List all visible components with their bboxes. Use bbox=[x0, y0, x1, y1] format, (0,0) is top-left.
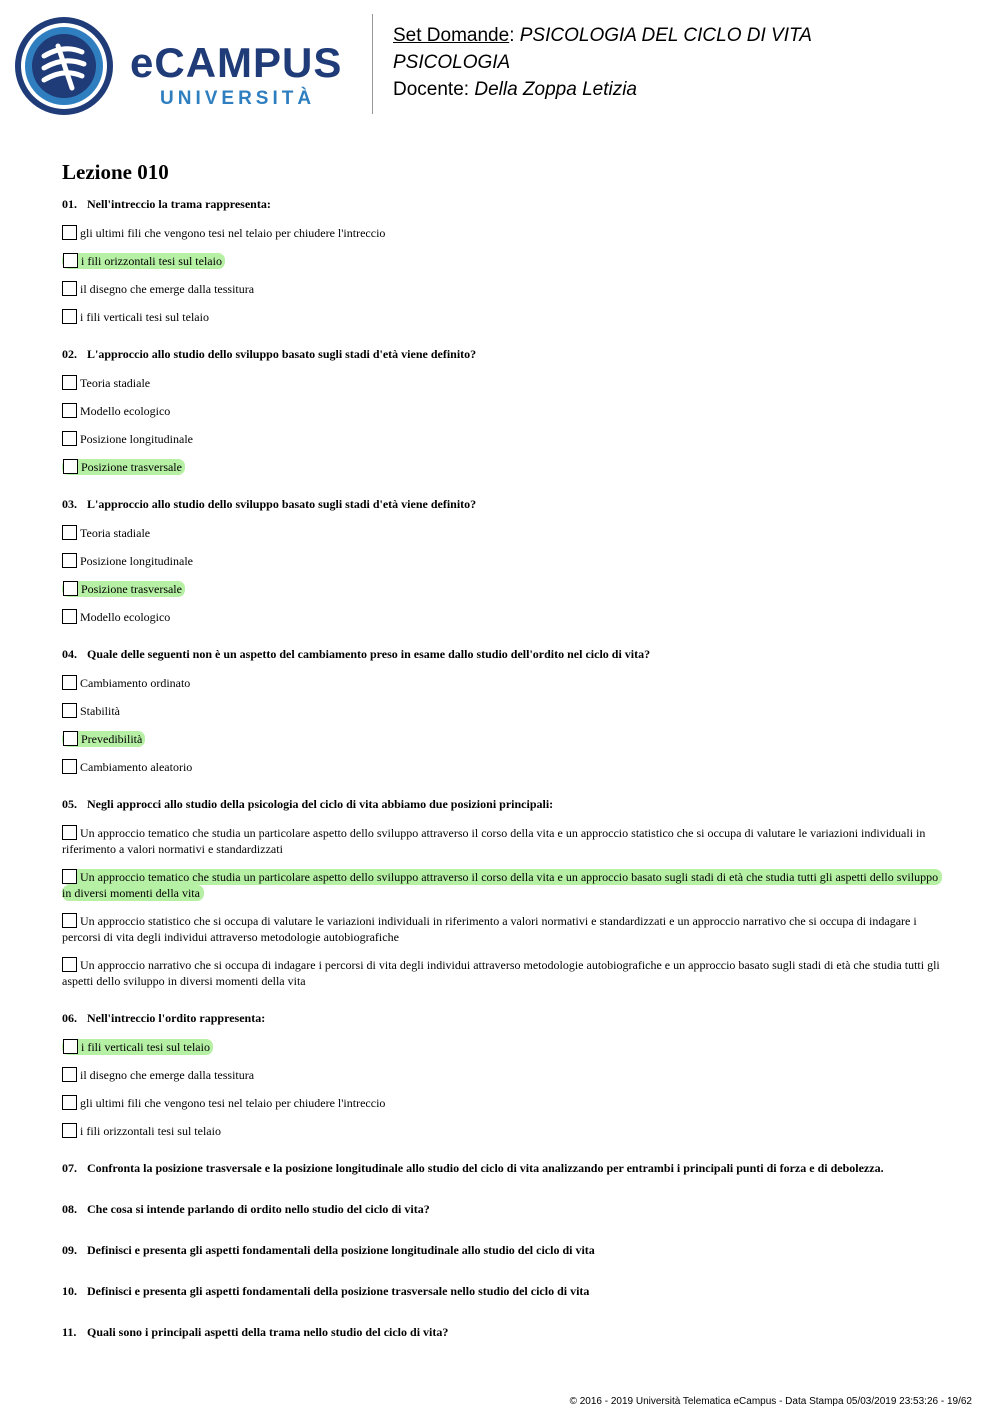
correct-highlight bbox=[62, 581, 185, 597]
page-footer: © 2016 - 2019 Università Telematica eCampus - Data Stampa 05/03/2019 23:53:26 - 19/62 bbox=[569, 1396, 972, 1407]
answer-text: i fili orizzontali tesi sul telaio bbox=[80, 1124, 221, 1138]
correct-highlight bbox=[62, 1039, 213, 1055]
question-text bbox=[62, 197, 942, 212]
answer-text: i fili verticali tesi sul telaio bbox=[80, 310, 209, 324]
question-label: Nell'intreccio la trama rappresenta: bbox=[87, 197, 271, 211]
answer-checkbox[interactable] bbox=[62, 957, 77, 972]
answer-option[interactable] bbox=[62, 1095, 942, 1111]
answer-checkbox[interactable] bbox=[62, 759, 77, 774]
question-label: Negli approcci allo studio della psicologia del ciclo di vita abbiamo due posizioni principali: bbox=[87, 797, 554, 811]
answer-option[interactable] bbox=[62, 825, 942, 857]
open-question-09 bbox=[62, 1243, 942, 1258]
question-number: 02. bbox=[62, 347, 77, 361]
answer-option[interactable] bbox=[62, 553, 942, 569]
answer-text: Un approccio statistico che si occupa di valutare le variazioni individuali in riferimento a valori normativi e standardizzati e un approccio narrativo che si occupa di indagare i percorsi di vita degli individui attraverso metodologie autobiografiche bbox=[62, 914, 917, 944]
correct-highlight bbox=[62, 459, 185, 475]
answer-option[interactable] bbox=[62, 431, 942, 447]
lesson-title: Lezione 010 bbox=[62, 160, 169, 184]
answer-checkbox[interactable] bbox=[62, 225, 77, 240]
open-question-08 bbox=[62, 1202, 942, 1217]
question-label: L'approccio allo studio dello sviluppo basato sugli stadi d'età viene definito? bbox=[87, 347, 477, 361]
question-03 bbox=[62, 497, 942, 625]
question-text bbox=[62, 797, 942, 812]
question-number: 06. bbox=[62, 1011, 77, 1025]
question-label: Quale delle seguenti non è un aspetto del cambiamento preso in esame dallo studio dell'ordito nel ciclo di vita? bbox=[87, 647, 651, 661]
answer-text: Prevedibilità bbox=[81, 732, 143, 746]
answer-option[interactable] bbox=[62, 675, 942, 691]
answer-checkbox[interactable] bbox=[62, 825, 77, 840]
set-line-2 bbox=[393, 49, 812, 76]
answer-option[interactable] bbox=[62, 609, 942, 625]
question-04 bbox=[62, 647, 942, 775]
set-value-2: PSICOLOGIA bbox=[393, 52, 511, 73]
answer-text: gli ultimi fili che vengono tesi nel telaio per chiudere l'intreccio bbox=[80, 226, 386, 240]
answer-option[interactable] bbox=[62, 403, 942, 419]
answer-text: il disegno che emerge dalla tessitura bbox=[80, 1068, 255, 1082]
set-line: Set Domande: PSICOLOGIA DEL CICLO DI VITA bbox=[393, 25, 812, 46]
answer-text: Posizione trasversale bbox=[81, 460, 182, 474]
answer-checkbox[interactable] bbox=[63, 459, 78, 474]
question-label: Confronta la posizione trasversale e la posizione longitudinale allo studio del ciclo di vita analizzando per entrambi i principali punti di forza e di debolezza. bbox=[87, 1161, 884, 1175]
question-text bbox=[62, 1011, 942, 1026]
answer-checkbox[interactable] bbox=[62, 609, 77, 624]
question-number: 07. bbox=[62, 1161, 77, 1175]
answer-option[interactable] bbox=[62, 281, 942, 297]
answer-text: Cambiamento aleatorio bbox=[80, 760, 193, 774]
answer-text: il disegno che emerge dalla tessitura bbox=[80, 282, 255, 296]
answer-text: Un approccio tematico che studia un particolare aspetto dello sviluppo attraverso il corso della vita e un approccio statistico che si occupa di valutare le variazioni individuali in riferimento a valori normativi e standardizzati bbox=[62, 826, 926, 856]
logo-wordmark: eCAMPUS bbox=[130, 39, 343, 86]
answer-text: Modello ecologico bbox=[80, 404, 171, 418]
answer-text: i fili orizzontali tesi sul telaio bbox=[81, 254, 222, 268]
answer-option-correct[interactable] bbox=[62, 459, 942, 475]
answer-checkbox[interactable] bbox=[63, 581, 78, 596]
answer-checkbox[interactable] bbox=[62, 675, 77, 690]
page-header bbox=[0, 0, 1000, 130]
answer-checkbox[interactable] bbox=[62, 431, 77, 446]
question-number: 09. bbox=[62, 1243, 77, 1257]
question-number: 10. bbox=[62, 1284, 77, 1298]
answer-checkbox[interactable] bbox=[62, 553, 77, 568]
header-info bbox=[393, 22, 812, 103]
answer-text: Un approccio tematico che studia un particolare aspetto dello sviluppo attraverso il corso della vita e un approccio basato sugli stadi di età che studia tutti gli aspetti dello sviluppo in diversi momenti della vita bbox=[62, 870, 939, 900]
answer-checkbox[interactable] bbox=[62, 703, 77, 718]
answer-text: Cambiamento ordinato bbox=[80, 676, 191, 690]
answer-option[interactable] bbox=[62, 759, 942, 775]
answer-option[interactable] bbox=[62, 1123, 942, 1139]
answer-option[interactable] bbox=[62, 375, 942, 391]
question-05 bbox=[62, 797, 942, 989]
answer-text: Teoria stadiale bbox=[80, 376, 151, 390]
answer-option[interactable] bbox=[62, 1067, 942, 1083]
question-02 bbox=[62, 347, 942, 475]
docente-value: Della Zoppa Letizia bbox=[474, 79, 637, 100]
answer-checkbox[interactable] bbox=[62, 869, 77, 884]
answer-option[interactable] bbox=[62, 225, 942, 241]
logo-subtext: UNIVERSITÀ bbox=[160, 88, 316, 109]
question-01 bbox=[62, 197, 942, 325]
answer-checkbox[interactable] bbox=[62, 375, 77, 390]
set-value: PSICOLOGIA DEL CICLO DI VITA bbox=[519, 25, 812, 46]
question-label: Definisci e presenta gli aspetti fondamentali della posizione longitudinale allo studio del ciclo di vita bbox=[87, 1243, 595, 1257]
answer-checkbox[interactable] bbox=[62, 1095, 77, 1110]
question-text bbox=[62, 647, 942, 662]
answer-option[interactable] bbox=[62, 309, 942, 325]
answer-checkbox[interactable] bbox=[63, 1039, 78, 1054]
answer-text: Posizione trasversale bbox=[81, 582, 182, 596]
answer-checkbox[interactable] bbox=[62, 1067, 77, 1082]
question-text bbox=[62, 497, 942, 512]
docente-label: Docente bbox=[393, 79, 464, 100]
answer-checkbox[interactable] bbox=[62, 309, 77, 324]
answer-checkbox[interactable] bbox=[62, 913, 77, 928]
correct-highlight bbox=[62, 731, 145, 747]
open-question-10 bbox=[62, 1284, 942, 1299]
answer-option-correct[interactable] bbox=[62, 1039, 942, 1055]
question-label: L'approccio allo studio dello sviluppo basato sugli stadi d'età viene definito? bbox=[87, 497, 477, 511]
question-number: 08. bbox=[62, 1202, 77, 1216]
answer-text: i fili verticali tesi sul telaio bbox=[81, 1040, 210, 1054]
answer-text: Posizione longitudinale bbox=[80, 554, 193, 568]
answer-checkbox[interactable] bbox=[62, 1123, 77, 1138]
answer-option-correct[interactable] bbox=[62, 253, 942, 269]
question-label: Quali sono i principali aspetti della trama nello studio del ciclo di vita? bbox=[87, 1325, 449, 1339]
question-label: Nell'intreccio l'ordito rappresenta: bbox=[87, 1011, 266, 1025]
answer-checkbox[interactable] bbox=[62, 525, 77, 540]
question-number: 01. bbox=[62, 197, 77, 211]
set-label: Set Domande bbox=[393, 25, 510, 46]
answer-text: gli ultimi fili che vengono tesi nel telaio per chiudere l'intreccio bbox=[80, 1096, 386, 1110]
answer-checkbox[interactable] bbox=[63, 253, 78, 268]
question-number: 11. bbox=[62, 1325, 77, 1339]
answer-option-correct[interactable] bbox=[62, 581, 942, 597]
question-06 bbox=[62, 1011, 942, 1139]
question-number: 04. bbox=[62, 647, 77, 661]
question-number: 05. bbox=[62, 797, 77, 811]
question-number: 03. bbox=[62, 497, 77, 511]
question-label: Che cosa si intende parlando di ordito nello studio del ciclo di vita? bbox=[87, 1202, 430, 1216]
docente-line: Docente: Della Zoppa Letizia bbox=[393, 79, 637, 100]
correct-highlight bbox=[62, 869, 942, 901]
answer-text: Un approccio narrativo che si occupa di indagare i percorsi di vita degli individui attraverso metodologie autobiografiche e un approccio basato sugli stadi di età che studia tutti gli aspetti dello sviluppo in diversi momenti della vita bbox=[62, 958, 940, 988]
answer-checkbox[interactable] bbox=[62, 403, 77, 418]
answer-text: Posizione longitudinale bbox=[80, 432, 193, 446]
answer-option[interactable] bbox=[62, 913, 942, 945]
answer-checkbox[interactable] bbox=[62, 281, 77, 296]
answer-option[interactable] bbox=[62, 957, 942, 989]
header-divider bbox=[372, 14, 373, 114]
answer-option-correct[interactable] bbox=[62, 869, 942, 901]
answer-option[interactable] bbox=[62, 525, 942, 541]
question-label: Definisci e presenta gli aspetti fondamentali della posizione trasversale nello studio del ciclo di vita bbox=[87, 1284, 590, 1298]
correct-highlight bbox=[62, 253, 225, 269]
open-question-11 bbox=[62, 1325, 942, 1340]
ecampus-emblem-icon bbox=[14, 16, 114, 116]
lesson-content bbox=[62, 160, 942, 1366]
answer-text: Teoria stadiale bbox=[80, 526, 151, 540]
answer-text: Stabilità bbox=[80, 704, 120, 718]
answer-option[interactable] bbox=[62, 703, 942, 719]
open-question-07 bbox=[62, 1161, 942, 1176]
question-text bbox=[62, 347, 942, 362]
answer-checkbox[interactable] bbox=[63, 731, 78, 746]
answer-option-correct[interactable] bbox=[62, 731, 942, 747]
answer-text: Modello ecologico bbox=[80, 610, 171, 624]
